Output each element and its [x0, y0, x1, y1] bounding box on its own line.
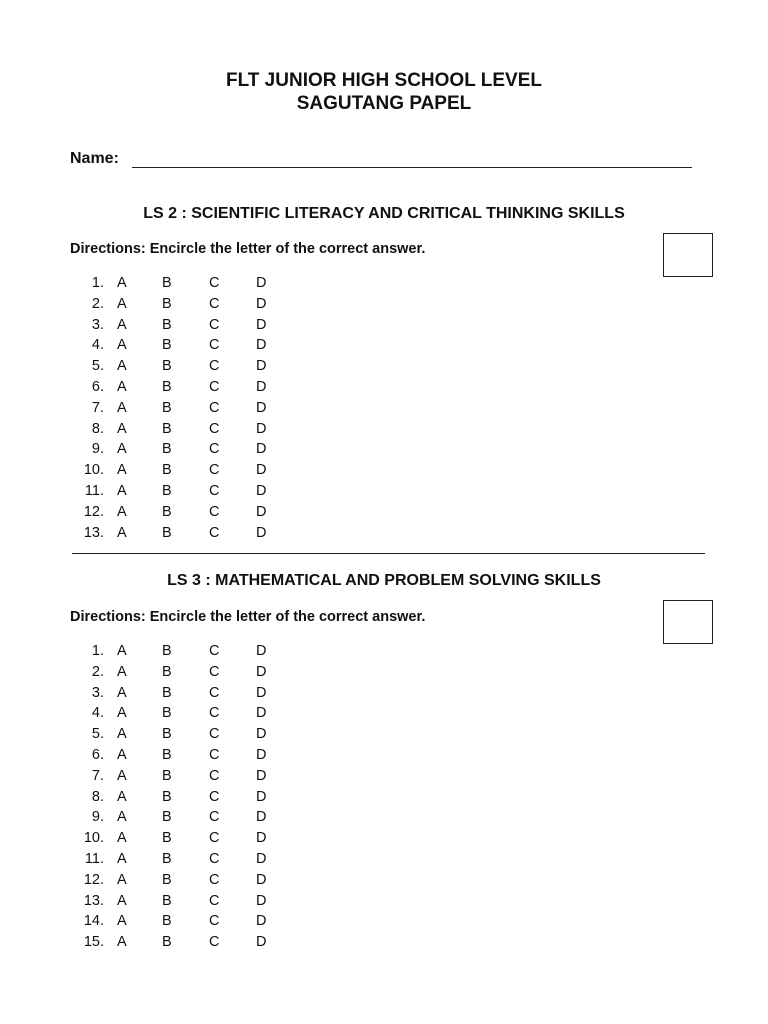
option-d[interactable]: D	[256, 441, 267, 458]
item-number: 14.	[83, 913, 104, 930]
answer-row	[70, 356, 290, 377]
option-c[interactable]: C	[209, 358, 220, 375]
option-b[interactable]: B	[162, 913, 172, 930]
answer-row	[70, 398, 290, 419]
item-number: 13.	[83, 892, 104, 909]
option-d[interactable]: D	[256, 788, 267, 805]
answer-row	[70, 439, 290, 460]
item-number: 10.	[83, 462, 104, 479]
answer-row	[70, 703, 290, 724]
option-a[interactable]: A	[117, 358, 127, 375]
option-c[interactable]: C	[209, 934, 220, 951]
option-d[interactable]: D	[256, 705, 267, 722]
section-heading-ls3: LS 3 : MATHEMATICAL AND PROBLEM SOLVING SKILLS	[167, 572, 601, 589]
option-b[interactable]: B	[162, 767, 172, 784]
option-a[interactable]: A	[117, 295, 127, 312]
option-d[interactable]: D	[256, 643, 267, 659]
option-d[interactable]: D	[256, 378, 267, 395]
option-b[interactable]: B	[162, 746, 172, 763]
answer-row	[70, 683, 290, 704]
option-a[interactable]: A	[117, 524, 127, 541]
option-c[interactable]: C	[209, 482, 220, 499]
option-d[interactable]: D	[256, 663, 267, 680]
option-a[interactable]: A	[117, 378, 127, 395]
option-c[interactable]: C	[209, 399, 220, 416]
section-heading-ls2: LS 2 : SCIENTIFIC LITERACY AND CRITICAL THINKING SKILLS	[143, 205, 625, 222]
answer-row	[70, 523, 290, 544]
item-number: 15.	[83, 934, 104, 951]
option-c[interactable]: C	[209, 726, 220, 743]
option-b[interactable]: B	[162, 809, 172, 826]
option-d[interactable]: D	[256, 934, 267, 951]
item-number: 8.	[91, 420, 104, 437]
answer-row	[70, 419, 290, 440]
item-number: 1.	[91, 643, 104, 659]
option-c[interactable]: C	[209, 788, 220, 805]
option-d[interactable]: D	[256, 503, 267, 520]
option-b[interactable]: B	[162, 462, 172, 479]
answer-row	[70, 335, 290, 356]
option-c[interactable]: C	[209, 441, 220, 458]
option-b[interactable]: B	[162, 399, 172, 416]
option-b[interactable]: B	[162, 892, 172, 909]
option-d[interactable]: D	[256, 399, 267, 416]
answer-list-ls3	[70, 641, 290, 953]
answer-row	[70, 502, 290, 523]
option-d[interactable]: D	[256, 913, 267, 930]
score-box-ls3[interactable]	[663, 600, 713, 644]
item-number: 4.	[91, 705, 104, 722]
item-number: 6.	[91, 378, 104, 395]
directions-ls3: Directions: Encircle the letter of the correct answer.	[70, 609, 426, 625]
option-d[interactable]: D	[256, 871, 267, 888]
option-b[interactable]: B	[162, 684, 172, 701]
option-d[interactable]: D	[256, 275, 267, 291]
option-a[interactable]: A	[117, 892, 127, 909]
answer-row	[70, 828, 290, 849]
answer-row	[70, 294, 290, 315]
item-number: 7.	[91, 767, 104, 784]
answer-row	[70, 891, 290, 912]
option-c[interactable]: C	[209, 316, 220, 333]
option-c[interactable]: C	[209, 663, 220, 680]
option-c[interactable]: C	[209, 850, 220, 867]
answer-list-ls2	[70, 273, 290, 543]
option-a[interactable]: A	[117, 337, 127, 354]
option-a[interactable]: A	[117, 316, 127, 333]
option-d[interactable]: D	[256, 482, 267, 499]
option-d[interactable]: D	[256, 850, 267, 867]
item-number: 8.	[91, 788, 104, 805]
option-a[interactable]: A	[117, 809, 127, 826]
option-c[interactable]: C	[209, 462, 220, 479]
option-b[interactable]: B	[162, 295, 172, 312]
option-d[interactable]: D	[256, 358, 267, 375]
option-c[interactable]: C	[209, 892, 220, 909]
item-number: 1.	[91, 275, 104, 291]
option-b[interactable]: B	[162, 275, 172, 291]
option-c[interactable]: C	[209, 746, 220, 763]
option-d[interactable]: D	[256, 830, 267, 847]
option-d[interactable]: D	[256, 524, 267, 541]
option-a[interactable]: A	[117, 746, 127, 763]
option-b[interactable]: B	[162, 726, 172, 743]
option-d[interactable]: D	[256, 726, 267, 743]
answer-row	[70, 787, 290, 808]
option-c[interactable]: C	[209, 830, 220, 847]
option-a[interactable]: A	[117, 684, 127, 701]
option-d[interactable]: D	[256, 892, 267, 909]
option-d[interactable]: D	[256, 316, 267, 333]
answer-row	[70, 724, 290, 745]
answer-row	[70, 766, 290, 787]
option-a[interactable]: A	[117, 420, 127, 437]
item-number: 3.	[91, 684, 104, 701]
option-b[interactable]: B	[162, 871, 172, 888]
option-b[interactable]: B	[162, 503, 172, 520]
item-number: 4.	[91, 337, 104, 354]
option-d[interactable]: D	[256, 746, 267, 763]
option-c[interactable]: C	[209, 705, 220, 722]
option-d[interactable]: D	[256, 420, 267, 437]
option-d[interactable]: D	[256, 337, 267, 354]
option-d[interactable]: D	[256, 462, 267, 479]
answer-row	[70, 932, 290, 953]
option-c[interactable]: C	[209, 378, 220, 395]
option-b[interactable]: B	[162, 643, 172, 659]
option-c[interactable]: C	[209, 871, 220, 888]
option-d[interactable]: D	[256, 767, 267, 784]
option-b[interactable]: B	[162, 705, 172, 722]
answer-row	[70, 641, 290, 662]
item-number: 9.	[91, 441, 104, 458]
option-a[interactable]: A	[117, 767, 127, 784]
answer-row	[70, 807, 290, 828]
item-number: 2.	[91, 663, 104, 680]
option-b[interactable]: B	[162, 830, 172, 847]
option-c[interactable]: C	[209, 295, 220, 312]
option-b[interactable]: B	[162, 524, 172, 541]
option-a[interactable]: A	[117, 705, 127, 722]
option-d[interactable]: D	[256, 684, 267, 701]
answer-row	[70, 849, 290, 870]
option-b[interactable]: B	[162, 663, 172, 680]
option-a[interactable]: A	[117, 275, 127, 291]
option-c[interactable]: C	[209, 337, 220, 354]
option-d[interactable]: D	[256, 295, 267, 312]
option-a[interactable]: A	[117, 934, 127, 951]
option-a[interactable]: A	[117, 830, 127, 847]
option-b[interactable]: B	[162, 378, 172, 395]
option-b[interactable]: B	[162, 337, 172, 354]
option-a[interactable]: A	[117, 663, 127, 680]
item-number: 13.	[83, 524, 104, 541]
option-c[interactable]: C	[209, 420, 220, 437]
item-number: 6.	[91, 746, 104, 763]
option-c[interactable]: C	[209, 809, 220, 826]
option-c[interactable]: C	[209, 684, 220, 701]
item-number: 2.	[91, 295, 104, 312]
answer-row	[70, 870, 290, 891]
answer-row	[70, 273, 290, 294]
option-a[interactable]: A	[117, 399, 127, 416]
section-divider	[72, 553, 705, 554]
option-b[interactable]: B	[162, 420, 172, 437]
option-a[interactable]: A	[117, 441, 127, 458]
item-number: 9.	[91, 809, 104, 826]
item-number: 5.	[91, 726, 104, 743]
option-b[interactable]: B	[162, 441, 172, 458]
option-a[interactable]: A	[117, 482, 127, 499]
option-a[interactable]: A	[117, 850, 127, 867]
option-c[interactable]: C	[209, 913, 220, 930]
answer-row	[70, 481, 290, 502]
answer-row	[70, 460, 290, 481]
item-number: 12.	[83, 503, 104, 520]
item-number: 12.	[83, 871, 104, 888]
answer-row	[70, 745, 290, 766]
option-d[interactable]: D	[256, 809, 267, 826]
score-box-ls2[interactable]	[663, 233, 713, 277]
option-b[interactable]: B	[162, 850, 172, 867]
option-a[interactable]: A	[117, 871, 127, 888]
option-b[interactable]: B	[162, 358, 172, 375]
document-subtitle: SAGUTANG PAPEL	[296, 93, 472, 114]
option-c[interactable]: C	[209, 643, 220, 659]
option-a[interactable]: A	[117, 726, 127, 743]
item-number: 11.	[84, 850, 104, 867]
answer-row	[70, 662, 290, 683]
item-number: 3.	[91, 316, 104, 333]
answer-row	[70, 377, 290, 398]
name-label: Name:	[70, 150, 119, 167]
item-number: 7.	[91, 399, 104, 416]
option-c[interactable]: C	[209, 524, 220, 541]
option-b[interactable]: B	[162, 316, 172, 333]
item-number: 5.	[91, 358, 104, 375]
option-a[interactable]: A	[117, 462, 127, 479]
name-field[interactable]	[132, 167, 692, 168]
option-a[interactable]: A	[117, 643, 127, 659]
option-a[interactable]: A	[117, 913, 127, 930]
answer-row	[70, 315, 290, 336]
directions-ls2: Directions: Encircle the letter of the correct answer.	[70, 241, 426, 257]
option-b[interactable]: B	[162, 482, 172, 499]
option-a[interactable]: A	[117, 788, 127, 805]
document-title: FLT JUNIOR HIGH SCHOOL LEVEL	[226, 70, 542, 91]
option-c[interactable]: C	[209, 767, 220, 784]
answer-row	[70, 911, 290, 932]
item-number: 11.	[84, 482, 104, 499]
option-c[interactable]: C	[209, 503, 220, 520]
option-a[interactable]: A	[117, 503, 127, 520]
item-number: 10.	[83, 830, 104, 847]
option-c[interactable]: C	[209, 275, 220, 291]
option-b[interactable]: B	[162, 934, 172, 951]
option-b[interactable]: B	[162, 788, 172, 805]
